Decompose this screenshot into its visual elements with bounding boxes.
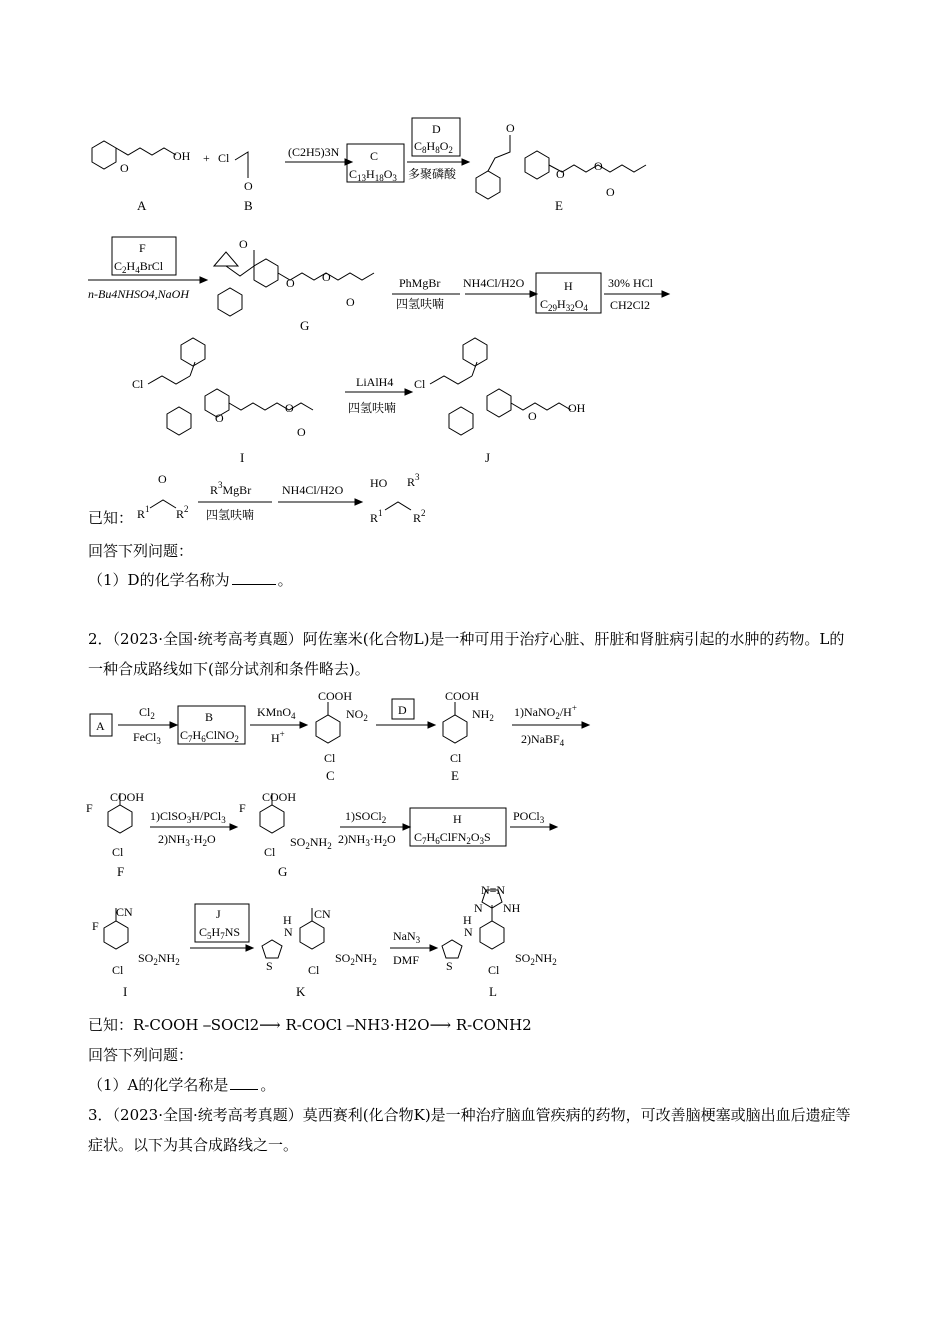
svg-text:H: H — [283, 913, 292, 927]
reagent-s1-top: $Cl_2$ — [139, 705, 155, 721]
svg-text:Cl: Cl — [112, 963, 124, 977]
q3-intro: 3．（2023·全国·统考高考真题）莫西赛利(化合物K)是一种治疗脑血管疾病的药物，可改善脑梗塞或脑出血后遗症等症状。以下为其合成路线之一。 — [88, 1106, 851, 1154]
svg-text:SO2NH2: $SO_2NH_2$ — [290, 835, 332, 851]
known-label-1: 已知： — [88, 509, 134, 527]
svg-text:R2: $R^2$ — [413, 508, 426, 525]
label-B2: B — [205, 710, 214, 724]
reagent-s4-top: 1)ClSO$_3$H/PCl$_3$ — [150, 809, 226, 825]
known-line-2: 已知：R-COOH ⎯SOCl2⟶ R-COCl ⎯NH3·H2O⟶ R-CONH2 — [88, 1016, 532, 1034]
label-K2: K — [296, 984, 306, 999]
reagent-s5-bottom: $2)NH_3\cdot H_2O$ — [338, 832, 396, 848]
svg-text:R1: $R^1$ — [137, 504, 150, 521]
reagent-s7-top: NaN$_3$ — [393, 929, 421, 945]
svg-text:O: O — [506, 121, 515, 135]
svg-text:NH2: $NH_2$ — [472, 707, 494, 723]
svg-text:COOH: COOH — [445, 689, 480, 703]
svg-text:SO2NH2: $SO_2NH_2$ — [515, 951, 557, 967]
svg-text:O: O — [286, 276, 295, 290]
reagent-step4-top: PhMgBr — [399, 276, 441, 290]
answer-blank-1[interactable] — [232, 568, 276, 585]
svg-text:CN: CN — [314, 907, 331, 921]
reagent-step7-bottom: 四氢呋喃 — [348, 401, 397, 415]
svg-text:O: O — [594, 159, 603, 173]
svg-text:N: N — [284, 925, 293, 939]
svg-text:Cl: Cl — [414, 377, 426, 391]
svg-text:Cl: Cl — [112, 845, 124, 859]
svg-text:Cl: Cl — [218, 151, 230, 165]
known-reagent-second: NH4Cl/H2O — [282, 483, 344, 497]
label-I2: I — [123, 984, 128, 999]
svg-text:O: O — [239, 237, 248, 251]
label-D2: D — [398, 703, 407, 717]
svg-text:HO: HO — [370, 476, 388, 490]
label-A2: A — [96, 719, 105, 733]
label-H2: H — [453, 812, 462, 826]
svg-text:S: S — [446, 959, 453, 973]
svg-text:Cl: Cl — [324, 751, 336, 765]
svg-text:F: F — [239, 801, 246, 815]
reagent-step3: n-Bu4NHSO4,NaOH — [88, 287, 189, 301]
svg-text:COOH: COOH — [262, 790, 297, 804]
label-E: E — [555, 198, 563, 213]
label-H: H — [564, 279, 573, 293]
reagent-step2: 多聚磷酸 — [408, 167, 457, 181]
label-G: G — [300, 318, 310, 333]
svg-text:R3: $R^3$ — [407, 472, 420, 489]
label-L2: L — [489, 984, 497, 999]
oh-A: OH — [173, 149, 191, 163]
svg-text:O: O — [556, 167, 565, 181]
svg-text:N: N — [464, 925, 473, 939]
svg-text:OH: OH — [568, 401, 586, 415]
synthesis-scheme-1 — [0, 0, 950, 540]
reagent-s3-bottom: 2)NaBF$_4$ — [521, 732, 565, 748]
label-D: D — [432, 122, 441, 136]
formula-H2: $C_7H_6ClFN_2O_3S$ — [414, 830, 491, 846]
svg-text:R2: $R^2$ — [176, 504, 189, 521]
label-J: J — [485, 450, 491, 465]
svg-text:NO2: $NO_2$ — [346, 707, 368, 723]
question-1-1: （1）D的化学名称为 。 — [88, 568, 293, 591]
label-F2: F — [117, 864, 125, 879]
reagent-step1: (C2H5)3N — [288, 145, 340, 159]
label-J2: J — [216, 907, 221, 921]
known-reagent-top: $R^3MgBr$ — [210, 480, 252, 497]
svg-text:+: + — [203, 151, 210, 165]
svg-text:N=N: N=N — [481, 883, 506, 897]
svg-text:Cl: Cl — [132, 377, 144, 391]
synthesis-scheme-2 — [0, 680, 950, 1010]
svg-text:O: O — [285, 401, 294, 415]
o-A: O — [120, 161, 129, 175]
label-F: F — [139, 241, 146, 255]
reagent-s5-top: 1)SOCl$_2$ — [345, 809, 387, 825]
reagent-s1-bottom: FeCl$_3$ — [133, 730, 161, 746]
svg-text:O: O — [346, 295, 355, 309]
svg-text:O: O — [244, 179, 253, 193]
reagent-s3-top: 1)NaNO$_2$/H+ — [514, 703, 577, 721]
svg-text:H: H — [463, 913, 472, 927]
formula-H: $C_{29}H_{32}O_4$ — [540, 297, 588, 313]
svg-text:O: O — [528, 409, 537, 423]
svg-text:COOH: COOH — [110, 790, 145, 804]
formula-B2: $C_7H_6ClNO_2$ — [180, 728, 239, 744]
reagent-step5: NH4Cl/H2O — [463, 276, 525, 290]
svg-text:N: N — [474, 901, 483, 915]
answer-blank-2[interactable] — [230, 1073, 258, 1090]
svg-text:Cl: Cl — [488, 963, 500, 977]
svg-text:O: O — [606, 185, 615, 199]
label-C: C — [370, 149, 379, 163]
reagent-s2-bottom: H+ — [271, 729, 285, 745]
reagent-step6-top: 30% HCl — [608, 276, 653, 290]
svg-text:Cl: Cl — [308, 963, 320, 977]
svg-text:O: O — [297, 425, 306, 439]
reagent-s4-bottom: $2)NH_3\cdot H_2O$ — [158, 832, 216, 848]
formula-J2: $C_5H_7NS$ — [199, 925, 241, 941]
svg-text:F: F — [86, 801, 93, 815]
reagent-s2-top: KMnO$_4$ — [257, 705, 296, 721]
answer-prompt-1: 回答下列问题： — [88, 542, 194, 560]
svg-text:SO2NH2: $SO_2NH_2$ — [335, 951, 377, 967]
svg-text:S: S — [266, 959, 273, 973]
label-I: I — [240, 450, 245, 465]
svg-text:Cl: Cl — [264, 845, 276, 859]
reagent-step7-top: LiAlH4 — [356, 375, 394, 389]
svg-text:O: O — [215, 411, 224, 425]
svg-text:F: F — [92, 919, 99, 933]
label-E2: E — [451, 768, 459, 783]
known-reagent-bottom: 四氢呋喃 — [206, 508, 255, 522]
svg-text:COOH: COOH — [318, 689, 353, 703]
formula-F: $C_2H_4BrCl$ — [114, 259, 164, 275]
formula-C: $C_{13}H_{18}O_3$ — [349, 167, 397, 183]
reagent-step4-bottom: 四氢呋喃 — [396, 297, 445, 311]
svg-text:Cl: Cl — [450, 751, 462, 765]
label-B: B — [244, 198, 253, 213]
label-C2: C — [326, 768, 335, 783]
label-G2: G — [278, 864, 288, 879]
q2-intro: 2．（2023·全国·统考高考真题）阿佐塞米(化合物L)是一种可用于治疗心脏、肝脏和肾脏病引起的水肿的药物。L的一种合成路线如下(部分试剂和条件略去)。 — [88, 630, 845, 678]
reagent-s7-bottom: DMF — [393, 953, 420, 967]
svg-text:SO2NH2: $SO_2NH_2$ — [138, 951, 180, 967]
svg-text:O: O — [322, 270, 331, 284]
svg-text:O: O — [158, 472, 167, 486]
svg-text:NH: NH — [503, 901, 521, 915]
answer-prompt-2: 回答下列问题： — [88, 1046, 194, 1064]
reagent-step6-bottom: CH2Cl2 — [610, 298, 651, 312]
svg-text:CN: CN — [116, 905, 133, 919]
formula-D: $C_8H_8O_2$ — [414, 139, 453, 155]
label-A: A — [137, 198, 147, 213]
reagent-s6: POCl$_3$ — [513, 809, 545, 825]
question-2-1: （1）A的化学名称是 。 — [88, 1073, 275, 1096]
molecule-A-ring — [92, 141, 116, 169]
svg-text:R1: $R^1$ — [370, 508, 383, 525]
